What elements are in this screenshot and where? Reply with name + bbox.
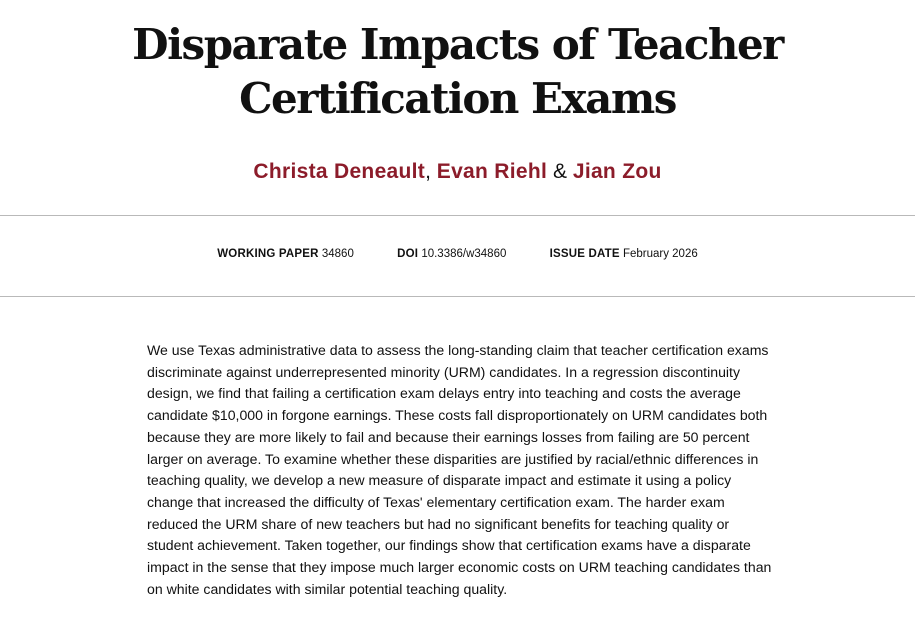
author-link-evan-riehl[interactable]: Evan Riehl [436,160,548,183]
divider-top [0,215,915,216]
issue-date-info [550,246,698,262]
working-paper-number: 34860 [321,248,354,260]
paper-title: Disparate Impacts of Teacher Certification Exams [132,20,783,123]
abstract-text: We use Texas administrative data to assess the long-standing claim that teacher certification exams discriminate against underrepresented minority (URM) candidates. In a regression discontinuity design, we find that failing a certification exam delays entry into teaching and costs the average candidate $10,000 in forgone earnings. These costs fall disproportionately on URM candidates both because they are more likely to fail and because their earnings losses from failing are 50 percent larger on average. To examine whether these disparities are justified by racial/ethnic differences in teaching quality, we develop a new measure of disparate impact and estimate it using a policy change that increased the difficulty of Texas' elementary certification exam. The harder exam reduced the URM share of new teachers but had no significant benefits for teaching quality or student achievement. Taken together, our findings show that certification exams have a disparate impact in the sense that they impose much larger economic costs on URM teaching candidates than on white candidates with similar potential teaching quality. [147,342,772,597]
author-link-christa-deneault[interactable]: Christa Deneault [253,160,426,183]
divider-bottom [0,296,915,297]
working-paper-info [217,246,354,262]
doi-value: 10.3386/w34860 [421,248,507,260]
working-paper-label: WORKING PAPER [217,248,319,260]
issue-date-value: February 2026 [622,248,698,260]
doi-label: DOI [397,248,419,260]
author-separator-ampersand: & [552,160,567,183]
author-separator: , [425,160,431,183]
paper-metadata [0,246,915,262]
author-link-jian-zou[interactable]: Jian Zou [572,160,662,183]
doi-info [397,246,506,262]
author-list [0,158,915,186]
issue-date-label: ISSUE DATE [549,248,620,260]
